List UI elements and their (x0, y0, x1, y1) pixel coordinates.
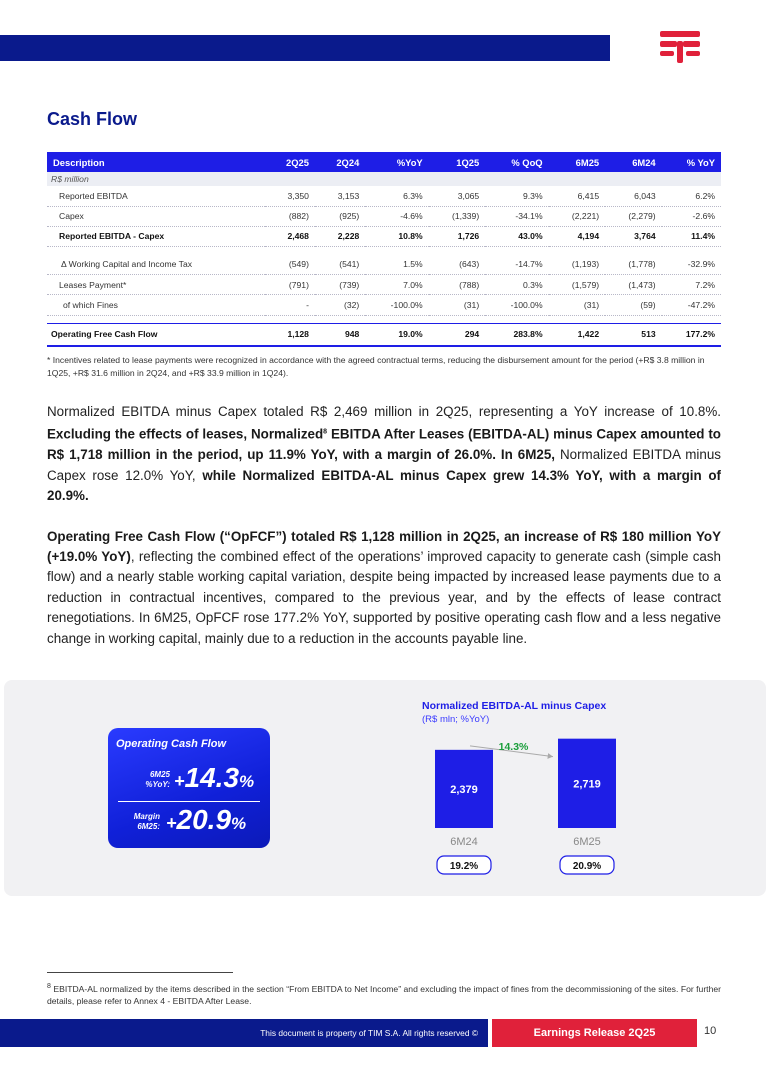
cell: (1,778) (605, 255, 662, 275)
row-label: of which Fines (47, 295, 265, 315)
cell: (1,339) (429, 206, 486, 226)
cell: (2,221) (549, 206, 606, 226)
cell: (1,473) (605, 275, 662, 295)
x-tick-label: 6M24 (450, 836, 478, 848)
copyright-text: This document is property of TIM S.A. All rights reserved © (260, 1028, 478, 1038)
cell: 4,194 (549, 226, 606, 246)
footnote-8 (47, 981, 721, 1007)
ebitda-al-chart (400, 720, 660, 880)
cell: 6,043 (605, 186, 662, 206)
cell: -14.7% (485, 255, 548, 275)
cell: 2,468 (265, 226, 315, 246)
cell: (31) (429, 295, 486, 315)
cell: 3,764 (605, 226, 662, 246)
growth-label: 14.3% (498, 740, 529, 753)
bar-value-label: 2,719 (573, 778, 601, 791)
footnote-ref: 8 (323, 428, 328, 436)
cell: 1,128 (265, 323, 315, 345)
value-sign: + (174, 771, 185, 791)
label-line: 6M25: (137, 822, 160, 831)
row-label: Reported EBITDA (47, 186, 265, 206)
cell: (549) (265, 255, 315, 275)
cell: -34.1% (485, 206, 548, 226)
card-label (108, 770, 170, 790)
cell: 6.3% (365, 186, 428, 206)
text-run: , reflecting the combined effect of the operations’ improved capacity to generate cash (simple cash flow) and a nearly stable working capital variation, despite being impacted by increased lease payments due to a reduction in contractual incentives, compared to the previous year, and by the effects of lease contract renegotiations. In 6M25, OpFCF rose 177.2% YoY, supported by positive operating cash flow and a less negative change in working capital, mainly due to a reduction in the accounts payable line. (47, 548, 721, 646)
cell: (1,193) (549, 255, 606, 275)
column-header: 6M24 (605, 152, 662, 172)
cell: (739) (315, 275, 365, 295)
cell: (925) (315, 206, 365, 226)
cell: 294 (429, 323, 486, 345)
margin-label: 19.2% (449, 861, 479, 872)
card-title: Operating Cash Flow (116, 738, 227, 750)
row-label: Leases Payment* (47, 275, 265, 295)
paragraph (47, 527, 721, 649)
value-unit: % (239, 772, 255, 791)
row-label: Reported EBITDA - Capex (47, 226, 265, 246)
cell: (31) (549, 295, 606, 315)
page-number: 10 (704, 1025, 717, 1037)
table-bottom-rule (47, 345, 721, 347)
body-text (47, 402, 721, 669)
table-row-total (47, 323, 721, 345)
footer-bar (0, 1019, 488, 1047)
value-number: 20.9 (176, 804, 232, 835)
growth-arrow-head (547, 753, 553, 759)
column-header: 6M25 (549, 152, 606, 172)
text-run-bold: while Normalized EBITDA-AL minus Capex grew 14.3% YoY, with a margin of 20.9%. (47, 467, 722, 504)
cell: (1,579) (549, 275, 606, 295)
card-value (166, 804, 246, 836)
row-label: Operating Free Cash Flow (47, 323, 265, 345)
chart-title: Normalized EBITDA-AL minus Capex (422, 700, 607, 712)
label-line: 6M25 (149, 770, 170, 779)
text-run: Normalized EBITDA minus Capex rose 12.0% YoY, (47, 447, 721, 483)
cell: 43.0% (485, 226, 548, 246)
cell: (788) (429, 275, 486, 295)
cell: 10.8% (365, 226, 428, 246)
value-number: 14.3 (184, 762, 240, 793)
operating-cash-flow-card (108, 728, 270, 848)
row-label: Δ Working Capital and Income Tax (47, 255, 265, 275)
cell: 2,228 (315, 226, 365, 246)
cell: -100.0% (485, 295, 548, 315)
cell: (32) (315, 295, 365, 315)
cell: (59) (605, 295, 662, 315)
cell: 7.2% (662, 275, 721, 295)
bar-value-label: 2,379 (450, 783, 478, 796)
cell: 1,422 (549, 323, 606, 345)
cell: (791) (265, 275, 315, 295)
cell: 3,350 (265, 186, 315, 206)
text-run-bold: Operating Free Cash Flow (“OpFCF”) totaled R$ 1,128 million in 2Q25, an increase of R$ 180 million YoY (+19.0% YoY) (47, 528, 721, 564)
cell: -100.0% (365, 295, 428, 315)
cell: - (265, 295, 315, 315)
cell: 7.0% (365, 275, 428, 295)
cell: 283.8% (485, 323, 548, 345)
tim-logo-icon (656, 29, 704, 65)
table-row (47, 295, 721, 315)
cell: 6,415 (549, 186, 606, 206)
table-row (47, 206, 721, 226)
column-header: 1Q25 (429, 152, 486, 172)
cell: -32.9% (662, 255, 721, 275)
card-divider (118, 801, 260, 802)
cell: (643) (429, 255, 486, 275)
cell: 3,153 (315, 186, 365, 206)
cell: 11.4% (662, 226, 721, 246)
cell: 1,726 (429, 226, 486, 246)
column-header: % QoQ (485, 152, 548, 172)
text-run-bold: EBITDA After Leases (EBITDA-AL) minus Capex amounted to R$ 1,718 million in the period, up 11.9% YoY, with a margin of 26.0%. In 6M25, (47, 426, 721, 463)
table-footnote: * Incentives related to lease payments were recognized in accordance with the agreed contractual terms, reducing the disbursement amount for the period (+R$ 3.8 million in 1Q25, +R$ 31.6 million in 2Q24, and +R$ 33.9 million in 1Q24). (47, 355, 705, 378)
card-value (174, 762, 254, 794)
cell: 177.2% (662, 323, 721, 345)
cell: -47.2% (662, 295, 721, 315)
column-header: 2Q25 (265, 152, 315, 172)
cell: (541) (315, 255, 365, 275)
cell: 19.0% (365, 323, 428, 345)
column-header: Description (47, 152, 265, 172)
cell: 513 (605, 323, 662, 345)
unit-label: R$ million (47, 172, 265, 186)
cash-flow-table (47, 152, 721, 345)
column-header: 2Q24 (315, 152, 365, 172)
table-row (47, 226, 721, 246)
card-label (108, 812, 160, 832)
table-row (47, 186, 721, 206)
column-header: % YoY (662, 152, 721, 172)
paragraph (47, 402, 721, 507)
value-unit: % (231, 814, 247, 833)
table-row (47, 275, 721, 295)
chart-subtitle: (R$ mln; %YoY) (422, 714, 490, 725)
cell: (2,279) (605, 206, 662, 226)
cell: 948 (315, 323, 365, 345)
cell: 0.3% (485, 275, 548, 295)
page-title: Cash Flow (47, 109, 138, 129)
unit-row (47, 172, 721, 186)
table-row (47, 255, 721, 275)
cell: 3,065 (429, 186, 486, 206)
footnote-text: EBITDA-AL normalized by the items described in the section “From EBITDA to Net Income” and excluding the impact of fines from the decommissioning of the sites. For further details, please refer to Annex 4 - EBITDA After Lease. (47, 983, 721, 1006)
text-run: Normalized EBITDA minus Capex totaled R$ 2,469 million in 2Q25, representing a YoY increase of 10.8%. (47, 404, 721, 419)
report-label: Earnings Release 2Q25 (492, 1019, 697, 1047)
footnote-separator (47, 972, 233, 973)
x-tick-label: 6M25 (573, 836, 601, 848)
margin-label: 20.9% (572, 861, 602, 872)
table-header-row (47, 152, 721, 172)
cell: 1.5% (365, 255, 428, 275)
cell: -4.6% (365, 206, 428, 226)
cell: (882) (265, 206, 315, 226)
value-sign: + (166, 813, 177, 833)
label-line: %YoY: (145, 780, 170, 789)
footnote-number: 8 (47, 983, 51, 990)
cell: 6.2% (662, 186, 721, 206)
label-line: Margin (133, 812, 160, 821)
text-run-bold: Excluding the effects of leases, Normalized (47, 426, 324, 442)
row-label: Capex (47, 206, 265, 226)
column-header: %YoY (365, 152, 428, 172)
cell: -2.6% (662, 206, 721, 226)
header-bar (0, 35, 610, 61)
cell: 9.3% (485, 186, 548, 206)
